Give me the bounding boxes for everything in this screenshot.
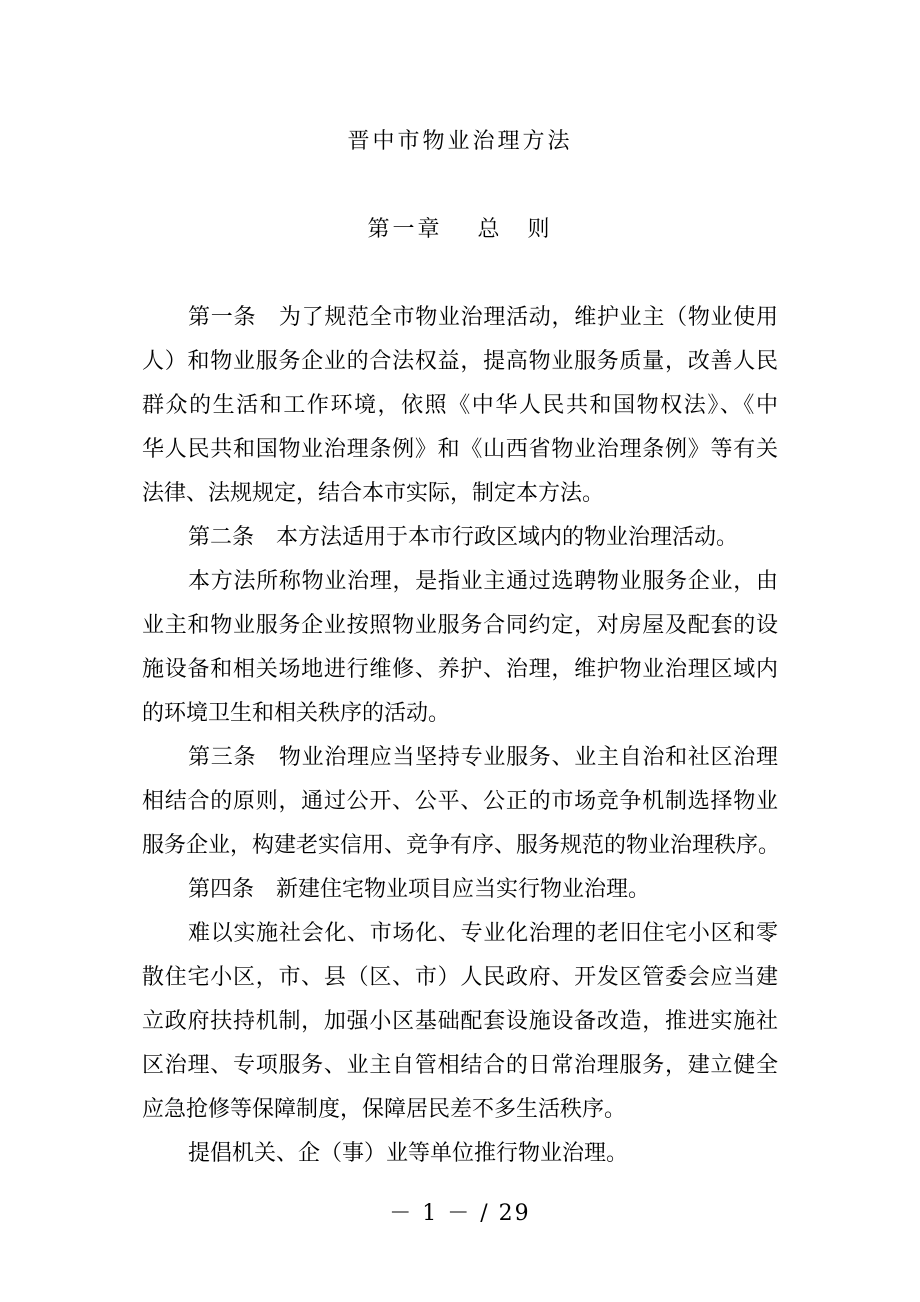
- text-line: 第三条 物业治理应当坚持专业服务、业主自治和社区治理: [188, 745, 778, 770]
- paragraph: [142, 919, 778, 1139]
- page-number: － 1 － / 29: [389, 1201, 531, 1226]
- text-line: 应急抢修等保障制度，保障居民差不多生活秩序。: [142, 1097, 627, 1122]
- text-line: 第一条 为了规范全市物业治理活动，维护业主（物业使用: [188, 305, 778, 330]
- document-body: [142, 303, 781, 1183]
- text-line: 提倡机关、企（事）业等单位推行物业治理。: [188, 1141, 629, 1166]
- text-line: 华人民共和国物业治理条例》和《山西省物业治理条例》等有关: [142, 437, 778, 462]
- paragraph: [142, 303, 778, 523]
- document-title: 晋中市物业治理方法: [347, 129, 573, 154]
- text-line: 相结合的原则，通过公开、公平、公正的市场竞争机制选择物业: [142, 789, 778, 814]
- text-line: 施设备和相关场地进行维修、养护、治理，维护物业治理区域内: [142, 657, 778, 682]
- paragraph: [142, 743, 781, 875]
- text-line: 难以实施社会化、市场化、专业化治理的老旧住宅小区和零: [188, 921, 778, 946]
- paragraph: [142, 1139, 778, 1183]
- text-line: 区治理、专项服务、业主自管相结合的日常治理服务，建立健全: [142, 1053, 778, 1078]
- text-line: 第二条 本方法适用于本市行政区域内的物业治理活动。: [188, 525, 739, 550]
- text-line: 人）和物业服务企业的合法权益，提高物业服务质量，改善人民: [142, 349, 778, 374]
- text-line: 的环境卫生和相关秩序的活动。: [142, 701, 451, 726]
- chapter-heading: 第一章 总 则: [367, 217, 553, 242]
- text-line: 群众的生活和工作环境，依照《中华人民共和国物权法》、《中: [142, 393, 778, 418]
- text-line: 本方法所称物业治理，是指业主通过选聘物业服务企业，由: [188, 569, 778, 594]
- paragraph: [142, 567, 778, 743]
- paragraph: [142, 523, 778, 567]
- text-line: 立政府扶持机制，加强小区基础配套设施设备改造，推进实施社: [142, 1009, 778, 1034]
- text-line: 服务企业，构建老实信用、竞争有序、服务规范的物业治理秩序。: [142, 833, 781, 858]
- text-line: 法律、法规规定，结合本市实际，制定本方法。: [142, 481, 605, 506]
- paragraph: [142, 875, 778, 919]
- text-line: 第四条 新建住宅物业项目应当实行物业治理。: [188, 877, 651, 902]
- text-line: 散住宅小区，市、县（区、市）人民政府、开发区管委会应当建: [142, 965, 778, 990]
- text-line: 业主和物业服务企业按照物业服务合同约定，对房屋及配套的设: [142, 613, 778, 638]
